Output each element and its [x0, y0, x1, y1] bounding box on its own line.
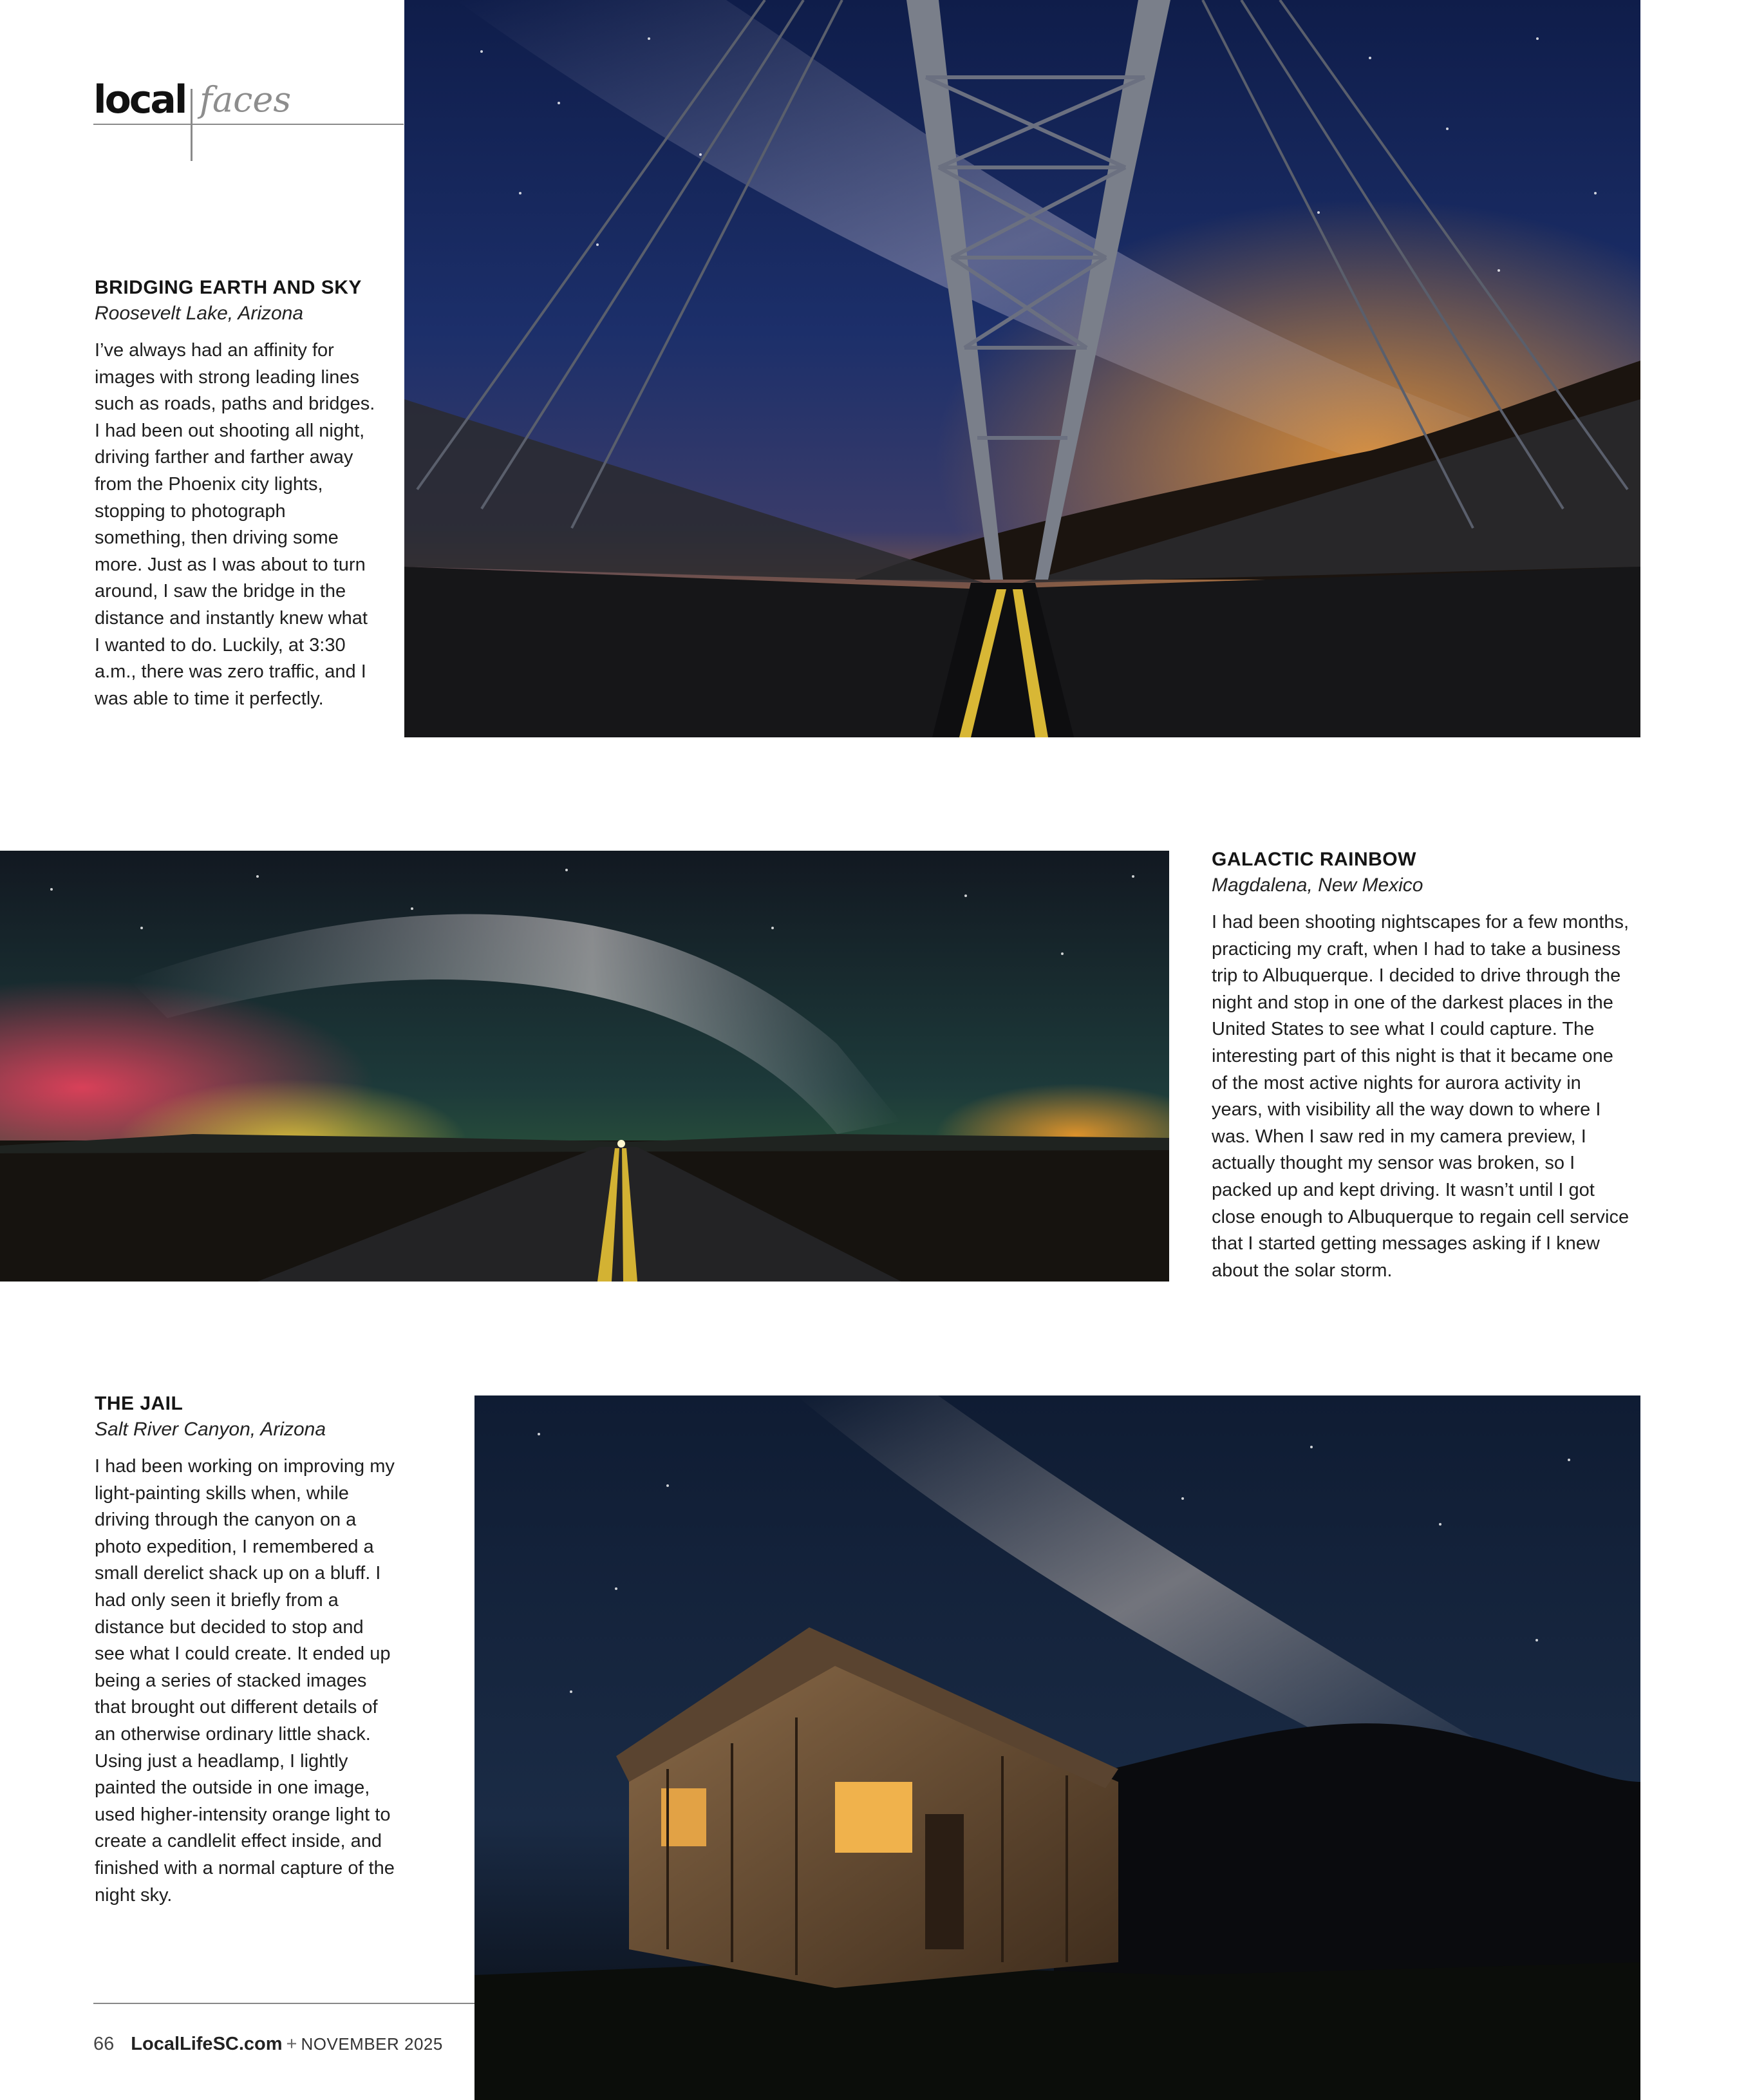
header-rule	[93, 124, 404, 125]
footer-separator: +	[286, 2034, 297, 2054]
story-jail	[95, 1393, 397, 1909]
logo-divider	[191, 89, 192, 161]
story-bridging	[95, 277, 378, 712]
page-number: 66	[93, 2034, 115, 2054]
photo-aurora-road	[0, 851, 1169, 1282]
section-name: faces	[200, 79, 292, 120]
story-galactic	[1212, 849, 1630, 1284]
story-body: I had been working on improving my light-painting skills when, while driving through the canyon on a photo expedition, I remembered a small derelict shack up on a bluff. I had only seen it briefly from a distance but decided to stop and see what I could create. It ended up being a series of stacked images that brought out different details of an otherwise ordinary little shack. Using just a headlamp, I lightly painted the outside in one image, used higher-intensity orange light to create a candlelit effect inside, and finished with a normal capture of the night sky.	[95, 1456, 395, 1906]
story-title: GALACTIC RAINBOW	[1212, 849, 1416, 870]
story-body: I had been shooting nightscapes for a few months, practicing my craft, when I had to take a business trip to Albuquerque. I decided to drive through the night and stop in one of the darkest places in the United States to see what I could capture. The interesting part of this night is that it became one of the most active nights for aurora activity in years, with visibility all the way down to where I was. When I saw red in my camera preview, I actually thought my sensor was broken, so I packed up and kept driving. It wasn’t until I got close enough to Albuquerque to regain cell service that I started getting messages asking if I knew about the solar storm.	[1212, 912, 1629, 1281]
story-location: Magdalena, New Mexico	[1212, 875, 1423, 896]
story-title: BRIDGING EARTH AND SKY	[95, 277, 362, 298]
story-location: Roosevelt Lake, Arizona	[95, 303, 304, 324]
brand-logo: local	[93, 77, 186, 122]
footer-rule	[93, 2003, 474, 2004]
story-body: I’ve always had an affinity for images with strong leading lines such as roads, paths and bridges. I had been out shooting all night, driving farther and farther away from the Phoenix city lights, stopping to photograph something, then driving some more. Just as I was about to turn around, I saw the bridge in the distance and instantly knew what I wanted to do. Luckily, at 3:30 a.m., there was zero traffic, and I was able to time it perfectly.	[95, 340, 375, 709]
story-title: THE JAIL	[95, 1393, 183, 1414]
page-footer	[93, 2034, 443, 2055]
issue-date: NOVEMBER 2025	[301, 2034, 443, 2054]
photo-jail-shack	[474, 1395, 1640, 2100]
story-location: Salt River Canyon, Arizona	[95, 1419, 326, 1440]
photo-bridge	[404, 0, 1640, 737]
site-link[interactable]: LocalLifeSC.com	[131, 2034, 283, 2054]
